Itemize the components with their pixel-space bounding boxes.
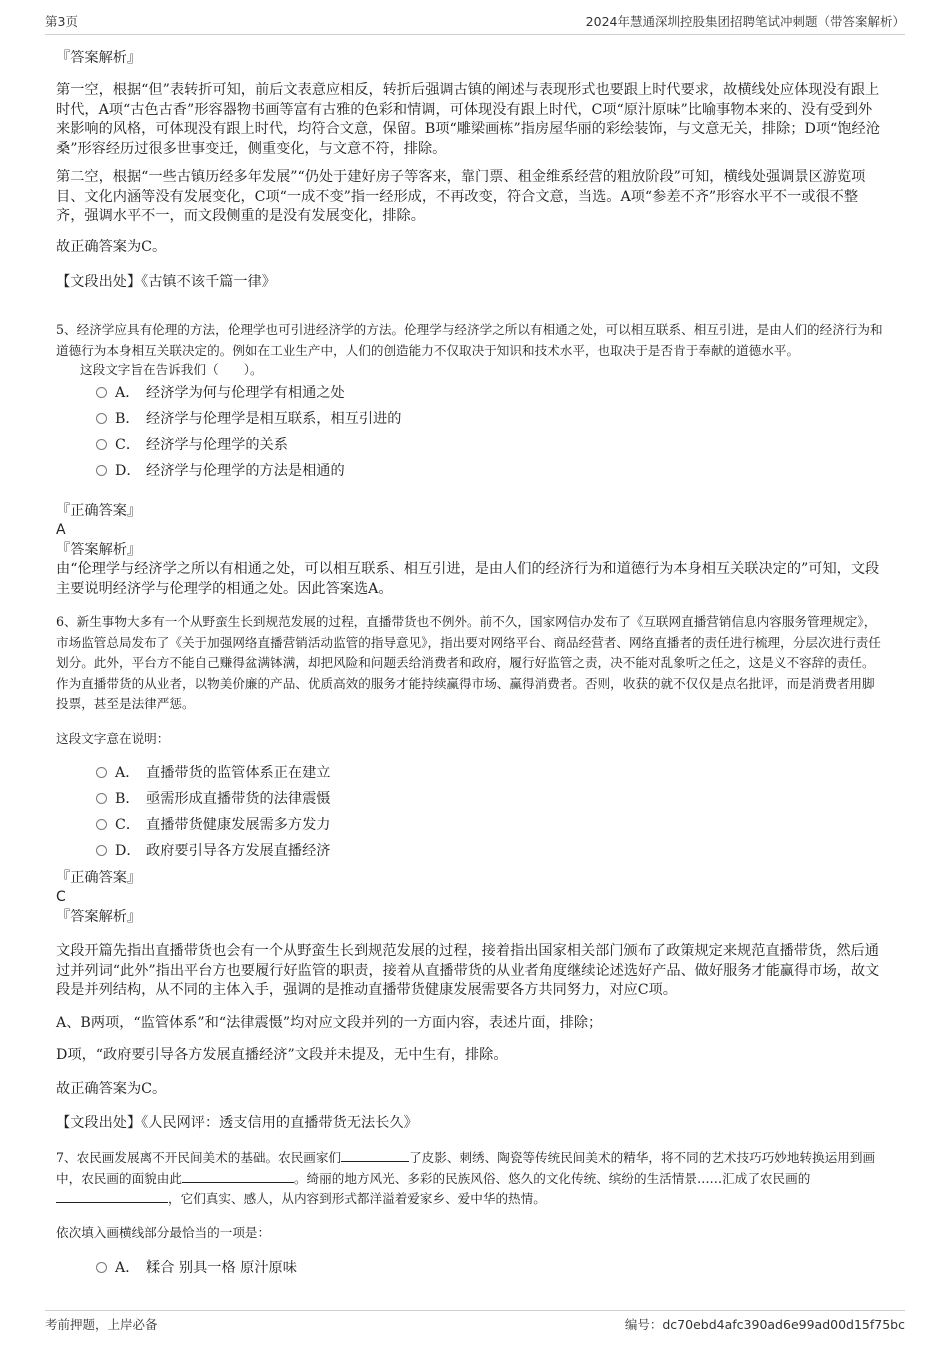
radio-button[interactable]	[96, 387, 107, 398]
option-letter: B．	[115, 411, 140, 427]
q6-prompt: 这段文字意在说明：	[56, 731, 170, 746]
option-letter: A．	[115, 1260, 140, 1276]
q6-option-b[interactable]	[96, 789, 330, 809]
q6-option-c[interactable]	[96, 815, 330, 835]
footer-slogan: 考前押题，上岸必备	[45, 1317, 158, 1332]
q6-option-a[interactable]	[96, 763, 330, 783]
option-letter: A．	[115, 765, 140, 781]
q6-correct-label: 『正确答案』	[56, 870, 142, 886]
document-id: 编号：dc70ebd4afc390ad6e99ad00d15f75bc	[624, 1317, 905, 1332]
radio-button[interactable]	[96, 819, 107, 830]
q7-prompt: 依次填入画横线部分最恰当的一项是：	[56, 1225, 271, 1240]
option-letter: C．	[115, 437, 141, 453]
q4-source: 【文段出处】《古镇不该千篇一律》	[56, 274, 276, 290]
q5-option-a[interactable]	[96, 383, 345, 403]
radio-button[interactable]	[96, 767, 107, 778]
q5-analysis-label: 『答案解析』	[56, 542, 142, 558]
q5-stem: 5、经济学应具有伦理的方法，伦理学也可引进经济学的方法。伦理学与经济学之所以有相通之处，可以相互联系、相互引进，是由人们的经济行为和道德行为本身相互关联决定的。例如在工业生产中，人们的创造能力不仅取决于知识和技术水平，也取决于是否肯于奉献的道德水平。	[56, 322, 883, 358]
q7-option-a[interactable]	[96, 1258, 297, 1278]
q5-option-c[interactable]	[96, 435, 288, 455]
option-text: 糅合 别具一格 原汁原味	[146, 1260, 297, 1276]
q7-stem-part-4: ，它们真实、感人，从内容到形式都洋溢着爱家乡、爱中华的热情。	[168, 1191, 546, 1206]
radio-button[interactable]	[96, 845, 107, 856]
page-number: 第3页	[45, 14, 78, 29]
q5-correct-label: 『正确答案』	[56, 503, 142, 519]
q6-analysis-label: 『答案解析』	[56, 909, 142, 925]
option-text: 直播带货健康发展需多方发力	[146, 817, 331, 833]
option-letter: D．	[115, 843, 141, 859]
q4-analysis-para1: 第一空，根据“但”表转折可知，前后文表意应相反，转折后强调古镇的阐述与表现形式也要跟上时代要求，故横线处应体现没有跟上时代，A项“古色古香”形容器物书画等富有古雅的色彩和情调，可体现没有跟上时代，C项“原汁原味”比喻事物本来的、没有受到外来影响的风格，可体现没有跟上时代，均符合文意，保留。B项“雕梁画栋”指房屋华丽的彩绘装饰，与文意无关，排除；D项“饱经沧桑”形容经历过很多世事变迁，侧重变化，与文意不符，排除。	[56, 82, 880, 157]
option-text: 经济学与伦理学是相互联系，相互引进的	[146, 411, 402, 427]
radio-button[interactable]	[96, 1262, 107, 1273]
option-text: 直播带货的监管体系正在建立	[146, 765, 331, 781]
radio-button[interactable]	[96, 465, 107, 476]
q6-correct-answer: C	[56, 889, 66, 905]
option-letter: D．	[115, 463, 141, 479]
radio-button[interactable]	[96, 413, 107, 424]
radio-button[interactable]	[96, 793, 107, 804]
option-text: 政府要引导各方发展直播经济	[146, 843, 331, 859]
option-text: 亟需形成直播带货的法律震慑	[146, 791, 331, 807]
q4-conclusion: 故正确答案为C。	[56, 239, 167, 255]
q4-analysis-label: 『答案解析』	[56, 50, 142, 66]
page-header	[45, 12, 905, 35]
q6-source: 【文段出处】《人民网评：透支信用的直播带货无法长久》	[56, 1115, 418, 1131]
q6-option-d[interactable]	[96, 841, 330, 861]
q5-option-b[interactable]	[96, 409, 401, 429]
option-text: 经济学与伦理学的方法是相通的	[146, 463, 345, 479]
q7-stem	[56, 1148, 886, 1210]
option-letter: C．	[115, 817, 141, 833]
q7-stem-part-3: 。绮丽的地方风光、多彩的民族风俗、悠久的文化传统、缤纷的生活情景……汇成了农民画的	[293, 1170, 811, 1186]
document-title: 2024年慧通深圳控股集团招聘笔试冲刺题（带答案解析）	[585, 14, 905, 29]
option-letter: A．	[115, 385, 140, 401]
q6-exclude-d: D项，“政府要引导各方发展直播经济”文段并未提及，无中生有，排除。	[56, 1047, 508, 1063]
option-text: 经济学与伦理学的关系	[146, 437, 288, 453]
radio-button[interactable]	[96, 439, 107, 450]
option-letter: B．	[115, 791, 140, 807]
q6-stem: 6、新生事物大多有一个从野蛮生长到规范发展的过程，直播带货也不例外。前不久，国家网信办发布了《互联网直播营销信息内容服务管理规定》，市场监管总局发布了《关于加强网络直播营销活动监管的指导意见》，指出要对网络平台、商品经营者、网络直播者的责任进行梳理，分层次进行责任划分。此外，平台方不能自己赚得盆满钵满，却把风险和问题丢给消费者和政府，履行好监管之责，决不能对乱象听之任之，这是义不容辞的责任。作为直播带货的从业者，以物美价廉的产品、优质高效的服务才能持续赢得市场、赢得消费者。否则，收获的就不仅仅是点名批评，而是消费者用脚投票，甚至是法律严惩。	[56, 614, 881, 711]
q7-stem-part-1: 7、农民画发展离不开民间美术的基础。农民画家们	[56, 1150, 342, 1165]
page-footer	[45, 1310, 905, 1335]
fill-blank-3	[56, 1190, 168, 1203]
q6-analysis: 文段开篇先指出直播带货也会有一个从野蛮生长到规范发展的过程，接着指出国家相关部门颁布了政策规定来规范直播带货，然后通过并列词“此外”指出平台方也要履行好监管的职责，接着从直播带货的从业者角度继续论述选好产品、做好服务才能赢得市场，故文段是并列结构，从不同的主体入手，强调的是推动直播带货健康发展需要各方共同努力，对应C项。	[56, 943, 880, 998]
q7-stem-part-2: 了皮影、刺绣、陶瓷等传统民间美术的精华，将不同的艺术技巧巧妙地转换运用到画中，农民画的面貌由此	[56, 1150, 876, 1186]
option-text: 经济学为何与伦理学有相通之处	[146, 385, 345, 401]
fill-blank-2	[182, 1170, 294, 1183]
q6-conclusion: 故正确答案为C。	[56, 1081, 167, 1097]
q4-analysis-para2: 第二空，根据“一些古镇历经多年发展”“仍处于建好房子等客来，靠门票、租金维系经营的粗放阶段”可知，横线处强调景区游览项目、文化内涵等没有发展变化，C项“一成不变”指一经形成，不再改变，符合文意，当选。A项“参差不齐”形容水平不一或很不整齐，强调水平不一，而文段侧重的是没有发展变化，排除。	[56, 169, 866, 224]
q5-analysis: 由“伦理学与经济学之所以有相通之处，可以相互联系、相互引进，是由人们的经济行为和道德行为本身相互关联决定的”可知，文段主要说明经济学与伦理学的相通之处。因此答案选A。	[56, 561, 880, 597]
q6-exclude-ab: A、B两项，“监管体系”和“法律震慑”均对应文段并列的一方面内容，表述片面，排除；	[56, 1015, 603, 1031]
q5-correct-answer: A	[56, 522, 66, 538]
q5-option-d[interactable]	[96, 461, 345, 481]
fill-blank-1	[341, 1149, 409, 1162]
q5-prompt: 这段文字旨在告诉我们（ ）。	[80, 362, 263, 377]
